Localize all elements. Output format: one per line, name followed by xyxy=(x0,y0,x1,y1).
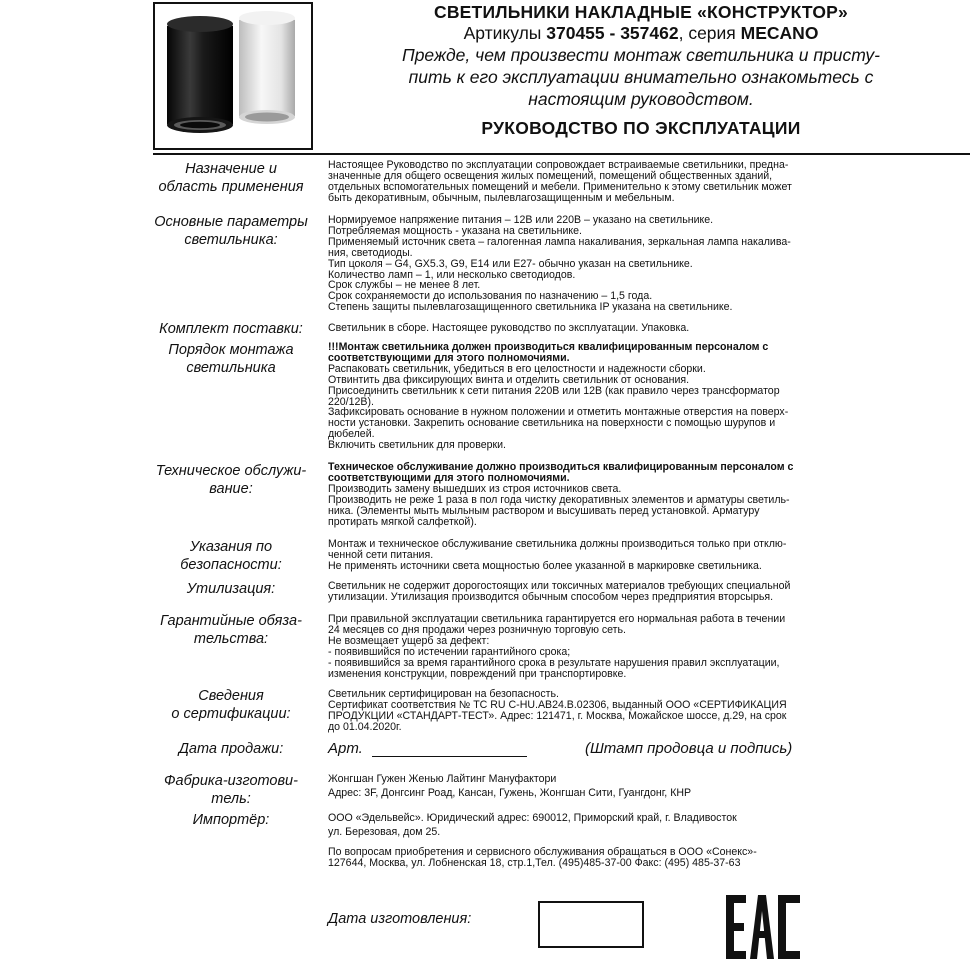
label-sale-date: Дата продажи: xyxy=(178,741,284,757)
label-disposal: Утилизация: xyxy=(186,581,276,597)
document-title: СВЕТИЛЬНИКИ НАКЛАДНЫЕ «КОНСТРУКТОР» xyxy=(434,2,848,22)
warning-text: Прежде, чем произвести монтаж светильника и присту- пить к его эксплуатации внимательно ознакомьтесь с настоящим руководством. xyxy=(402,45,880,109)
label-factory: Фабрика-изготови- тель: xyxy=(164,773,298,807)
product-photo xyxy=(153,2,313,150)
text-importer: ООО «Эдельвейс». Юридический адрес: 690012, Приморский край, г. Владивосток ул. Березовая, дом 25. По вопросам приобретения и сервисного обслуживания обращаться в ООО «Сонекс»- 127644, Москва, ул. Лобненская 18, стр.1,Тел. (495)485-37-00 Факс: (495) 485-37-63 xyxy=(328,812,757,869)
text-install: !!!Монтаж светильника должен производиться квалифицированным персоналом с соответствующими для этого полномочиями. Распаковать светильник, убедиться в его целостности и надежности сборки. Отвинтить два фиксирующих винта и отделить светильник от основания. Присоединить светильник к сети питания 220В или 12В (как правило через трансформатор 220/12В). Зафиксировать основание в нужном положении и отметить монтажные отверстия на поверх- ности установки. Закрепить основание светильника на поверхности с помощью шурупов и дюбелей. Включить светильник для проверки. xyxy=(328,341,789,452)
text-purpose: Настоящее Руководство по эксплуатации сопровождает встраиваемые светильники, предна- значенные для общего освещения жилых помещений, помещений общественных зданий, отдельных вспомогательных помещений и мебели. Применительно к этому светильник может быть декоративным, обычным, пылевлагозащищенным и мебельным. xyxy=(328,159,792,204)
sale-article-label: Арт. xyxy=(328,740,363,757)
lamp-illustration xyxy=(155,4,311,148)
text-factory: Жонгшан Гужен Женью Лайтинг Мануфактори Адрес: 3F, Донгсинг Роад, Кансан, Гужень, Жонгшан Сити, Гуангдонг, КНР xyxy=(328,773,692,799)
label-manufacture-date: Дата изготовления: xyxy=(328,911,472,927)
label-cert: Сведения о сертификации: xyxy=(171,688,291,722)
label-safety: Указания по безопасности: xyxy=(180,539,282,573)
text-cert: Светильник сертифицирован на безопасность. Сертификат соответствия № ТС RU С-HU.АВ24.В.02306, выданный ООО «СЕРТИФИКАЦИЯ ПРОДУКЦИИ «СТАНДАРТ-ТЕСТ». Адрес: 121471, г. Москва, Можайское шоссе, д.29, на срок до 01.04.2020г. xyxy=(328,688,787,733)
label-params: Основные параметры светильника: xyxy=(154,214,308,248)
article-numbers: 370455 - 357462 xyxy=(546,23,679,43)
text-kit: Светильник в сборе. Настоящее руководство по эксплуатации. Упаковка. xyxy=(328,322,690,334)
guide-title: РУКОВОДСТВО ПО ЭКСПЛУАТАЦИИ xyxy=(481,118,801,138)
seller-stamp-note: (Штамп продовца и подпись) xyxy=(585,740,793,757)
text-service: Техническое обслуживание должно производиться квалифицированным персоналом с соответствующими для этого полномочиями. Производить замену вышедших из строя источников света. Производить не реже 1 раза в пол года чистку декоративных элементов и арматуры светиль- ника. (Элементы мыть мыльным раствором и высушивать перед установкой. Арматуру протирать мягкой салфеткой). xyxy=(328,461,794,528)
series-name: MECANO xyxy=(740,23,819,43)
header-divider xyxy=(153,153,970,155)
label-service: Техническое обслужи- вание: xyxy=(155,463,307,497)
text-safety: Монтаж и техническое обслуживание светильника должны производиться только при отклю- ченной сети питания. Не применять источники света мощностью более указанной в маркировке светильника. xyxy=(328,538,787,572)
label-purpose: Назначение и область применения xyxy=(158,161,304,195)
eac-mark-icon xyxy=(726,893,802,963)
label-kit: Комплект поставки: xyxy=(159,321,303,337)
label-importer: Импортёр: xyxy=(192,812,270,828)
text-warranty: При правильной эксплуатации светильника гарантируется его нормальная работа в течении 24 месяцев со дня продажи через розничную торговую сеть. Не возмещает ущерб за дефект: - появившийся по истечении гарантийного срока; - появившийся за время гарантийного срока в результате нарушения правил эксплуатации, изменения конструкции, повреждений при транспортировке. xyxy=(328,613,786,680)
label-install: Порядок монтажа светильника xyxy=(168,342,294,376)
manufacture-date-box[interactable] xyxy=(538,901,644,948)
text-params: Нормируемое напряжение питания – 12В или 220В – указано на светильнике. Потребляемая мощность - указана на светильнике. Применяемый источник света – галогенная лампа накаливания, зеркальная лампа накалива- ния, светодиоды. Тип цоколя – G4, GX5.3, G9, E14 или E27- обычно указан на светильнике. Количество ламп – 1, или несколько светодиодов. Срок службы – не менее 8 лет. Срок сохраняемости до использования по назначению – 1,5 года. Степень защиты пылевлагозащищенного светильника IP указана на светильнике. xyxy=(328,214,791,314)
label-warranty: Гарантийные обяза- тельства: xyxy=(160,613,302,647)
sale-article-field[interactable] xyxy=(372,756,527,757)
text-disposal: Светильник не содержит дорогостоящих или токсичных материалов требующих специальной утилизации. Утилизация производится обычным способом через предприятия вторсырья. xyxy=(328,580,791,603)
article-line: Артикулы 370455 - 357462, серия MECANO xyxy=(463,23,819,43)
